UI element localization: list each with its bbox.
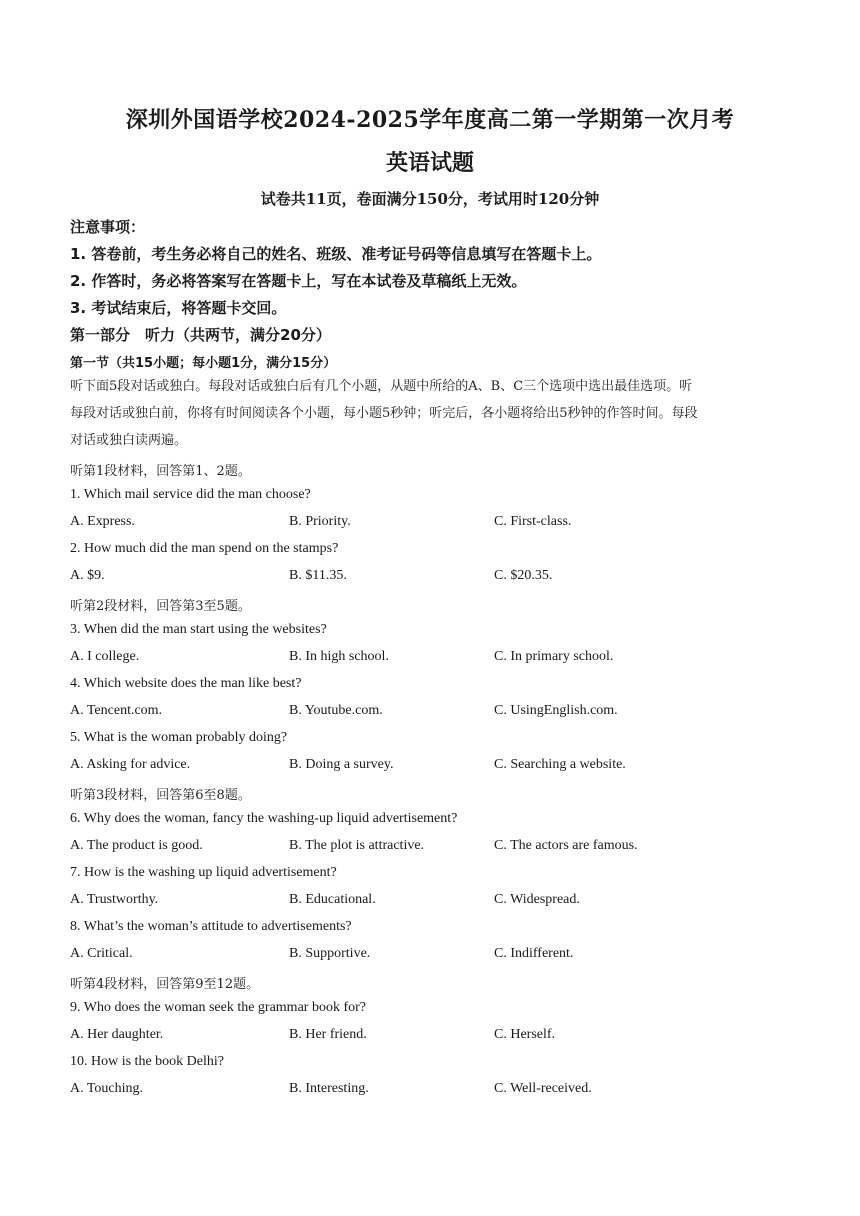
notes-heading: 注意事项： [70, 218, 146, 236]
option-c: C. In primary school. [494, 649, 614, 664]
material-2: 听第2段材料，回答第3至5题。 [70, 599, 251, 614]
option-c: C. Herself. [494, 1027, 556, 1042]
note-item-3: 3. 考试结束后，将答题卡交回。 [70, 299, 287, 317]
option-a: A. Trustworthy. [70, 892, 159, 907]
option-c: C. First-class. [494, 514, 572, 529]
option-b: B. Interesting. [289, 1081, 369, 1096]
question-7: 7. How is the washing up liquid advertisement? [70, 865, 337, 880]
option-b: B. Supportive. [289, 946, 371, 961]
material-4: 听第4段材料，回答第9至12题。 [70, 977, 260, 992]
question-2: 2. How much did the man spend on the stamps? [70, 541, 339, 556]
instructions [70, 373, 792, 454]
option-c: C. The actors are famous. [494, 838, 638, 853]
option-b: B. Educational. [289, 892, 376, 907]
option-b: B. Doing a survey. [289, 757, 394, 772]
option-a: A. Her daughter. [70, 1027, 164, 1042]
question-1: 1. Which mail service did the man choose? [70, 487, 311, 502]
note-item-2: 2. 作答时，务必将答案写在答题卡上，写在本试卷及草稿纸上无效。 [70, 272, 527, 290]
option-c: C. Well-received. [494, 1081, 592, 1096]
option-a: A. Express. [70, 514, 135, 529]
option-a: A. $9. [70, 568, 105, 583]
question-8: 8. What’s the woman’s attitude to advertisements? [70, 919, 352, 934]
option-c: C. UsingEnglish.com. [494, 703, 618, 718]
option-a: A. Asking for advice. [70, 757, 191, 772]
material-1: 听第1段材料，回答第1、2题。 [70, 464, 251, 479]
material-3: 听第3段材料，回答第6至8题。 [70, 788, 251, 803]
option-a: A. Touching. [70, 1081, 144, 1096]
option-b: B. Youtube.com. [289, 703, 383, 718]
option-b: B. $11.35. [289, 568, 347, 583]
option-b: B. Priority. [289, 514, 351, 529]
option-c: C. Searching a website. [494, 757, 626, 772]
exam-title: 深圳外国语学校2024-2025学年度高二第一学期第一次月考 [125, 107, 735, 133]
question-9: 9. Who does the woman seek the grammar book for? [70, 1000, 366, 1015]
instruction-line-1: 听下面5段对话或独白。每段对话或独白后有几个小题，从题中所给的A、B、C三个选项中选出最佳选项。听 [70, 379, 693, 394]
subject-title: 英语试题 [385, 150, 474, 176]
question-3: 3. When did the man start using the websites? [70, 622, 327, 637]
option-c: C. $20.35. [494, 568, 553, 583]
option-b: B. Her friend. [289, 1027, 367, 1042]
option-a: A. I college. [70, 649, 140, 664]
part1-heading: 第一部分 听力（共两节，满分20分） [70, 326, 331, 344]
question-5: 5. What is the woman probably doing? [70, 730, 288, 745]
note-item-1: 1. 答卷前，考生务必将自己的姓名、班级、准考证号码等信息填写在答题卡上。 [70, 245, 602, 263]
option-c: C. Widespread. [494, 892, 580, 907]
exam-info: 试卷共11页，卷面满分150分，考试用时120分钟 [260, 190, 600, 208]
question-4: 4. Which website does the man like best? [70, 676, 302, 691]
option-a: A. Tencent.com. [70, 703, 163, 718]
option-c: C. Indifferent. [494, 946, 574, 961]
option-a: A. Critical. [70, 946, 133, 961]
instruction-line-2: 每段对话或独白前，你将有时间阅读各个小题，每小题5秒钟；听完后，各小题将给出5秒钟的作答时间。每段 [70, 406, 698, 421]
section1-heading: 第一节（共15小题；每小题1分，满分15分） [70, 356, 337, 371]
option-b: B. The plot is attractive. [289, 838, 425, 853]
question-10: 10. How is the book Delhi? [70, 1054, 224, 1069]
question-6: 6. Why does the woman, fancy the washing-up liquid advertisement? [70, 811, 458, 826]
instruction-line-3: 对话或独白读两遍。 [70, 433, 188, 448]
option-a: A. The product is good. [70, 838, 203, 853]
option-b: B. In high school. [289, 649, 389, 664]
